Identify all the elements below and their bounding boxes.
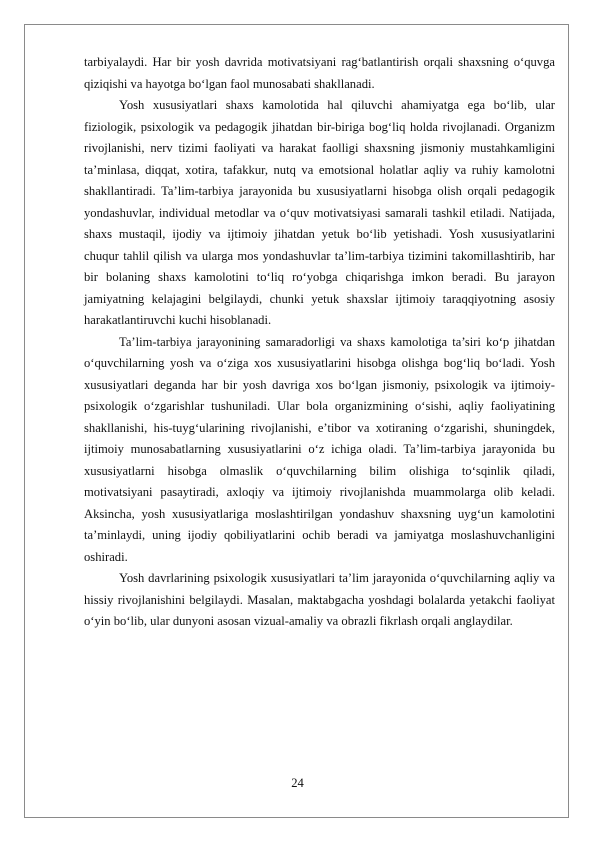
paragraph: Yosh xususiyatlari shaxs kamolotida hal qiluvchi ahamiyatga ega bo‘lib, ular fiziologik, psixologik va pedagogik jihatdan bir-biriga bog‘liq holda rivojlanadi. Organizm rivojlanishi, nerv tizimi faoliyati va harakat faolligi shaxsning jismoniy mustahkamligini ta’minlasa, diqqat, xotira, tafakkur, nutq va emotsional holatlar aqliy va ruhiy kamolotni shakllantiradi. Ta’lim-tarbiya jarayonida bu xususiyatlarni hisobga olish orqali pedagogik yondashuvlar, individual metodlar va o‘quv motivatsiyasi samarali tashkil etiladi. Natijada, shaxs mustaqil, ijodiy va ijtimoiy jihatdan yetuk bo‘lib yetishadi. Yosh xususiyatlarini chuqur tahlil qilish va ularga mos yondashuvlar ta’lim-tarbiya tizimini takomillashtirib, har bir bolaning shaxs kamolotini to‘liq ro‘yobga chiqarishga imkon beradi. Bu jarayon jamiyatning kelajagini belgilaydi, chunki yetuk shaxslar ijtimoiy taraqqiyotning asosiy harakatlantiruvchi kuchi hisoblanadi.: [84, 98, 555, 327]
paragraph: Ta’lim-tarbiya jarayonining samaradorligi va shaxs kamolotiga ta’siri ko‘p jihatdan o‘quvchilarning yosh va o‘ziga xos xususiyatlarini hisobga olishga bog‘liq bo‘ladi. Yosh xususiyatlari deganda har bir yosh davriga xos bo‘lgan jismoniy, psixologik va ijtimoiy-psixologik o‘zgarishlar tushuniladi. Ular bola organizmining o‘sishi, aqliy faoliyatining shakllanishi, his-tuyg‘ularining rivojlanishi, e’tibor va xotiraning o‘zgarishi, shuningdek, ijtimoiy munosabatlarning xususiyatlarini o‘z ichiga oladi. Ta’lim-tarbiya jarayonida bu xususiyatlarni hisobga olmaslik o‘quvchilarning bilim olishiga to‘sqinlik qiladi, motivatsiyani pasaytiradi, axloqiy va ijtimoiy rivojlanishda muammolarga olib keladi. Aksincha, yosh xususiyatlariga moslashtirilgan yondashuv shaxsning uyg‘un kamolotini ta’minlaydi, uning ijodiy qobiliyatlarini ochib beradi va jamiyatga moslashuvchanligini oshiradi.: [84, 334, 555, 564]
page-number: 24: [291, 776, 304, 790]
paragraph: Yosh davrlarining psixologik xususiyatlari ta’lim jarayonida o‘quvchilarning aqliy va hissiy rivojlanishini belgilaydi. Masalan, maktabgacha yoshdagi bolalarda yetakchi faoliyat o‘yin bo‘lib, ular dunyoni asosan vizual-amaliy va obrazli fikrlash orqali anglaydilar.: [84, 571, 555, 628]
document-body: [84, 52, 555, 633]
paragraph-continued: tarbiyalaydi. Har bir yosh davrida motivatsiyani rag‘batlantirish orqali shaxsning o‘quvga qiziqishi va hayotga bo‘lgan faol munosabati shakllanadi.: [84, 55, 555, 91]
